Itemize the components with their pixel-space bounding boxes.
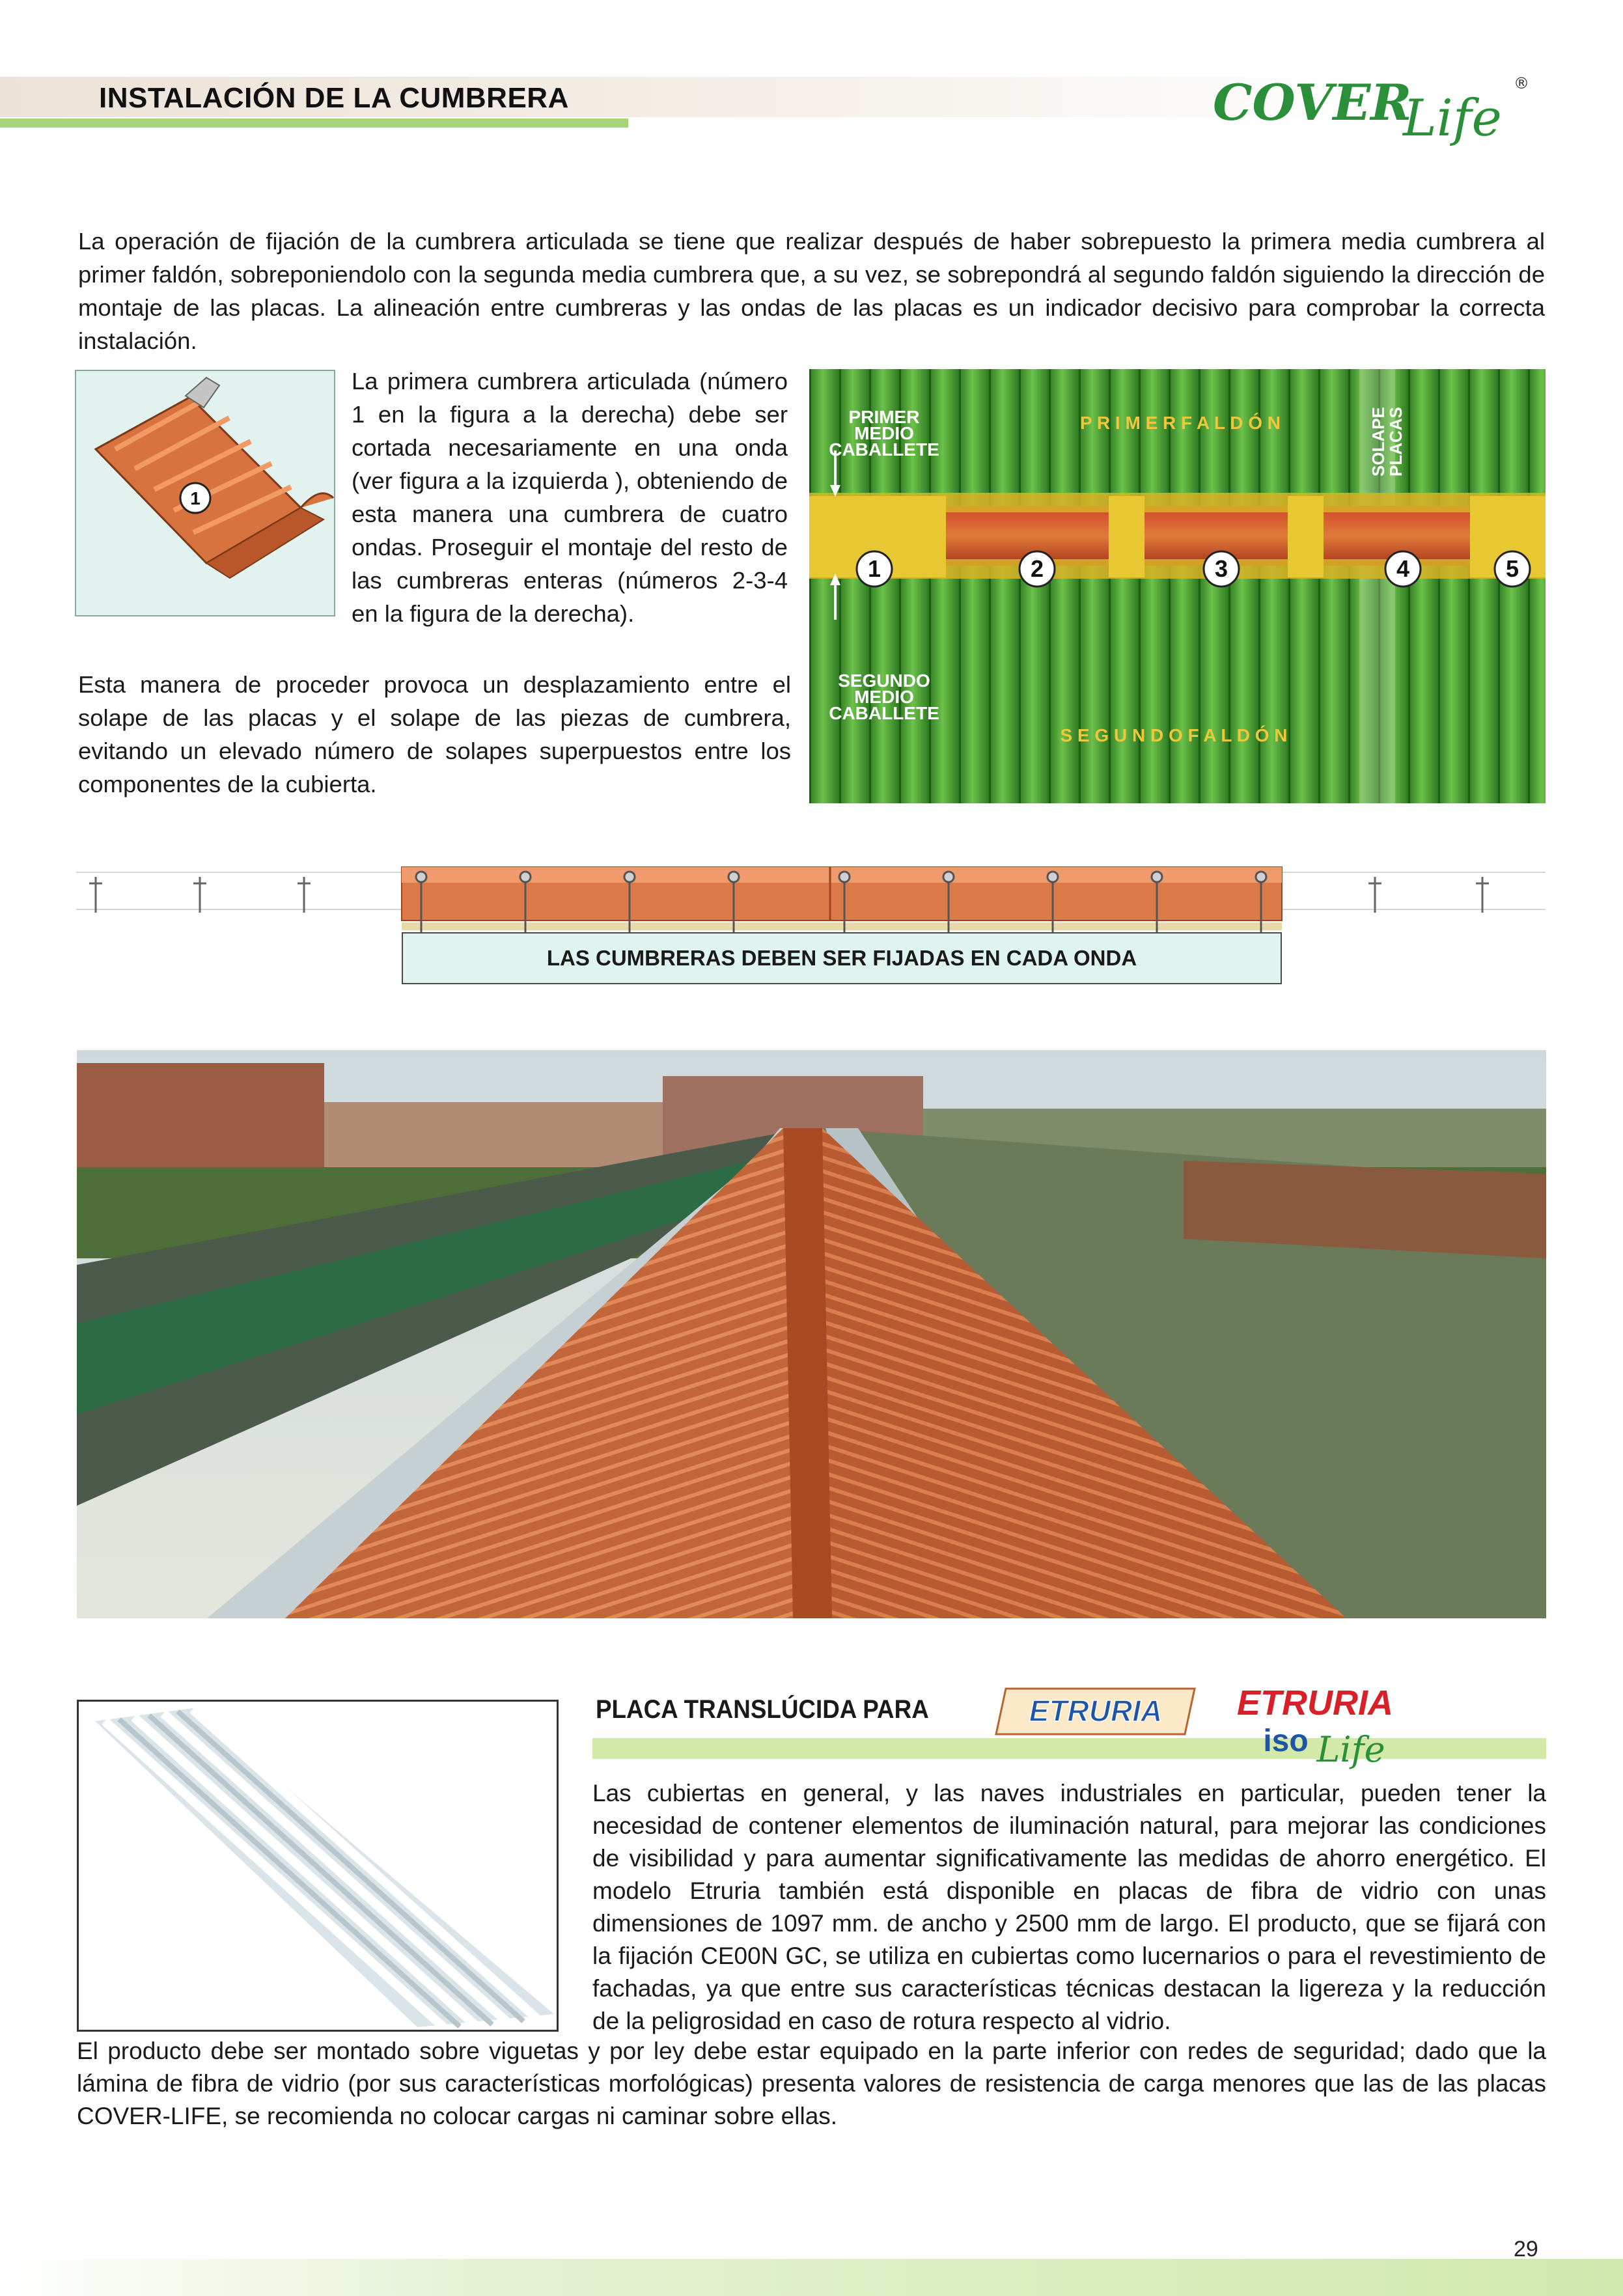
iso-text: iso bbox=[1263, 1724, 1309, 1758]
label-segundo-3: CABALLETE bbox=[829, 703, 939, 723]
page-number: 29 bbox=[1514, 2237, 1538, 2261]
followup-paragraph: Esta manera de proceder provoca un desplazamiento entre el solape de las placas y el solape de las piezas de cumbrera, evitando un elevado número de solapes superpuestos entre los componentes de la cubierta. bbox=[78, 671, 791, 797]
page-title: INSTALACIÓN DE LA CUMBRERA bbox=[99, 82, 569, 114]
label-segundo-1: SEGUNDO bbox=[838, 671, 930, 691]
side-paragraph: La primera cumbrera articulada (número 1 en la figura a la derecha) debe ser cortada necesariamente en una onda (ver figura a la izquierda ), obteniendo de esta manera una cumbrera de cuatro ondas. Proseguir el montaje del resto de las cumbreras enteras (números 2-3-4 en la figura de la derecha). bbox=[352, 368, 788, 627]
number-1: 1 bbox=[867, 555, 881, 582]
label-solape-2: PLACAS bbox=[1386, 407, 1406, 477]
ridge-number: 1 bbox=[190, 488, 201, 508]
fixing-caption: LAS CUMBRERAS DEBEN SER FIJADAS EN CADA ONDA bbox=[402, 932, 1282, 984]
cap-joint-2 bbox=[1109, 496, 1144, 577]
label-solape-1: SOLAPE bbox=[1368, 407, 1388, 477]
number-4: 4 bbox=[1396, 555, 1410, 582]
roof-photo bbox=[77, 1050, 1546, 1618]
closing-paragraph: El producto debe ser montado sobre viguetas y por ley debe estar equipado en la parte inferior con redes de seguridad; dado que la lámina de fibra de vidrio (por sus características morfológicas) presenta valores de resistencia de carga menores que las de las placas COVER-LIFE, se recomienda no colocar cargas ni caminar sobre ellas. bbox=[77, 2038, 1546, 2129]
label-primer-3: CABALLETE bbox=[829, 439, 939, 460]
logo-registered-mark: ® bbox=[1514, 74, 1529, 92]
logo-main-text: COVER bbox=[1213, 74, 1412, 131]
cap-joint-3 bbox=[1288, 496, 1324, 577]
coverlife-logo bbox=[1208, 62, 1546, 147]
ridge-overlap-diagram bbox=[809, 369, 1546, 803]
life-script-text: Life bbox=[1316, 1729, 1385, 1769]
label-primer-2: MEDIO bbox=[854, 423, 914, 443]
number-3: 3 bbox=[1214, 555, 1228, 582]
number-2: 2 bbox=[1030, 555, 1044, 582]
intro-paragraph: La operación de fijación de la cumbrera articulada se tiene que realizar después de haber sobrepuesto la primera media cumbrera al primer faldón, sobreponiendolo con la segunda media cumbrera que, a su vez, se sobrepondrá al segundo faldón siguiendo la dirección de montaje de las placas. La alineación entre cumbreras y las ondas de las placas es un indicador decisivo para comprobar la correcta instalación. bbox=[78, 228, 1545, 354]
translucent-sheet-figure bbox=[77, 1700, 559, 2032]
label-primer-1: PRIMER bbox=[848, 407, 920, 427]
header-underline bbox=[0, 118, 628, 128]
label-segundo-faldon: S E G U N D O F A L D Ó N bbox=[1060, 725, 1288, 745]
batten bbox=[402, 922, 1282, 930]
translucent-sheet-shape bbox=[95, 1708, 554, 2027]
translucent-paragraph: Las cubiertas en general, y las naves industriales en particular, pueden tener la necesidad de contener elementos de iluminación natural, para mejorar las condiciones de visibilidad y para aumentar significativamente las medidas de ahorro energético. El modelo Etruria también está disponible en placas de fibra de vidrio con unas dimensiones de 1097 mm. de ancho y 2500 mm de largo. El producto, que se fijará con la fijación CE00N GC, se utiliza en cubiertas como lucernarios o para el revestimiento de fachadas, ya que entre sus características técnicas destacan la ligereza y la reducción de la peligrosidad en caso de rotura respecto al vidrio. bbox=[592, 1780, 1546, 2034]
section-title: PLACA TRANSLÚCIDA PARA bbox=[596, 1695, 929, 1724]
cut-ridge-figure bbox=[75, 370, 335, 616]
footer-bar bbox=[0, 2259, 1623, 2296]
label-segundo-2: MEDIO bbox=[854, 687, 914, 707]
number-5: 5 bbox=[1505, 555, 1519, 582]
label-primer-faldon: P R I M E R F A L D Ó N bbox=[1079, 413, 1281, 433]
etruria-logo bbox=[993, 1683, 1201, 1739]
logo-script-text: Life bbox=[1403, 89, 1502, 147]
etruria-isolife-text: ETRURIA bbox=[1237, 1683, 1393, 1722]
etruria-isolife-logo bbox=[1224, 1678, 1406, 1769]
etruria-logo-text: ETRURIA bbox=[1029, 1694, 1163, 1728]
